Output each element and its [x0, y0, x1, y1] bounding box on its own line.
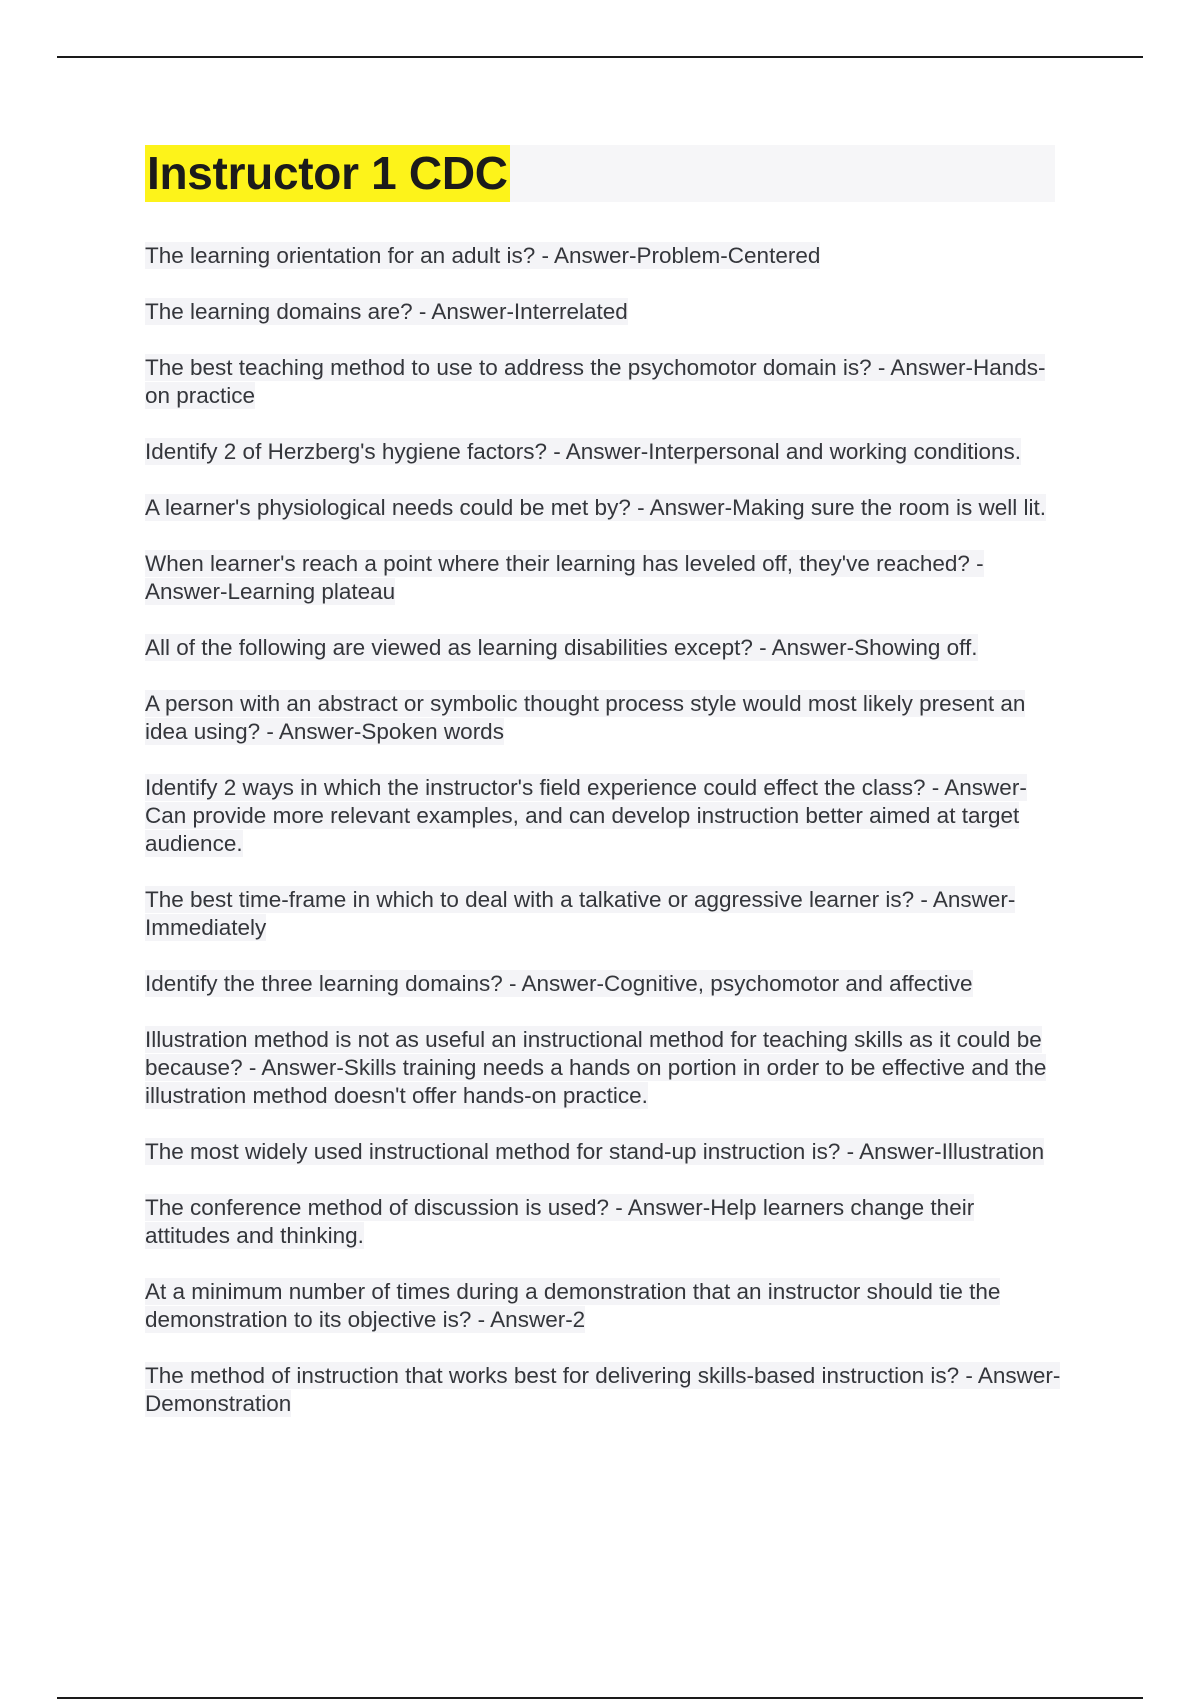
page-title: Instructor 1 CDC [145, 145, 510, 202]
qa-item-6 [145, 550, 1065, 606]
qa-text: The best time-frame in which to deal with a talkative or aggressive learner is? - Answer-Immediately [145, 887, 1016, 940]
qa-item-2 [145, 298, 1065, 326]
qa-item-5 [145, 494, 1065, 522]
qa-text: The most widely used instructional method for stand-up instruction is? - Answer-Illustration [145, 1139, 1045, 1164]
qa-text: A person with an abstract or symbolic thought process style would most likely present an idea using? - Answer-Spoken words [145, 691, 1026, 744]
qa-item-10 [145, 886, 1065, 942]
qa-list [145, 242, 1065, 1446]
qa-item-3 [145, 354, 1065, 410]
qa-item-12 [145, 1026, 1065, 1110]
qa-item-1 [145, 242, 1065, 270]
qa-text: The learning orientation for an adult is? - Answer-Problem-Centered [145, 243, 821, 268]
qa-item-16 [145, 1362, 1065, 1418]
qa-text: The conference method of discussion is used? - Answer-Help learners change their attitudes and thinking. [145, 1195, 975, 1248]
qa-text: Identify 2 ways in which the instructor's field experience could effect the class? - Answer-Can provide more relevant examples, and can develop instruction better aimed at target audience. [145, 775, 1027, 856]
qa-item-4 [145, 438, 1065, 466]
qa-item-11 [145, 970, 1065, 998]
qa-text: When learner's reach a point where their learning has leveled off, they've reached? - Answer-Learning plateau [145, 551, 984, 604]
header-rule [57, 56, 1143, 58]
qa-text: All of the following are viewed as learning disabilities except? - Answer-Showing off. [145, 635, 978, 660]
qa-text: The method of instruction that works best for delivering skills-based instruction is? - Answer-Demonstration [145, 1363, 1061, 1416]
qa-text: A learner's physiological needs could be met by? - Answer-Making sure the room is well lit. [145, 495, 1046, 520]
qa-text: Illustration method is not as useful an instructional method for teaching skills as it could be because? - Answer-Skills training needs a hands on portion in order to be effective and the illustration method doesn't offer hands-on practice. [145, 1027, 1047, 1108]
qa-text: Identify the three learning domains? - Answer-Cognitive, psychomotor and affective [145, 971, 973, 996]
footer-rule [57, 1697, 1143, 1699]
qa-item-8 [145, 690, 1065, 746]
title-bar [145, 145, 1055, 202]
qa-text: The best teaching method to use to address the psychomotor domain is? - Answer-Hands-on practice [145, 355, 1046, 408]
qa-item-9 [145, 774, 1065, 858]
qa-item-15 [145, 1278, 1065, 1334]
qa-item-13 [145, 1138, 1065, 1166]
qa-item-14 [145, 1194, 1065, 1250]
qa-item-7 [145, 634, 1065, 662]
qa-text: At a minimum number of times during a demonstration that an instructor should tie the demonstration to its objective is? - Answer-2 [145, 1279, 1001, 1332]
qa-text: The learning domains are? - Answer-Interrelated [145, 299, 628, 324]
qa-text: Identify 2 of Herzberg's hygiene factors? - Answer-Interpersonal and working conditions. [145, 439, 1022, 464]
